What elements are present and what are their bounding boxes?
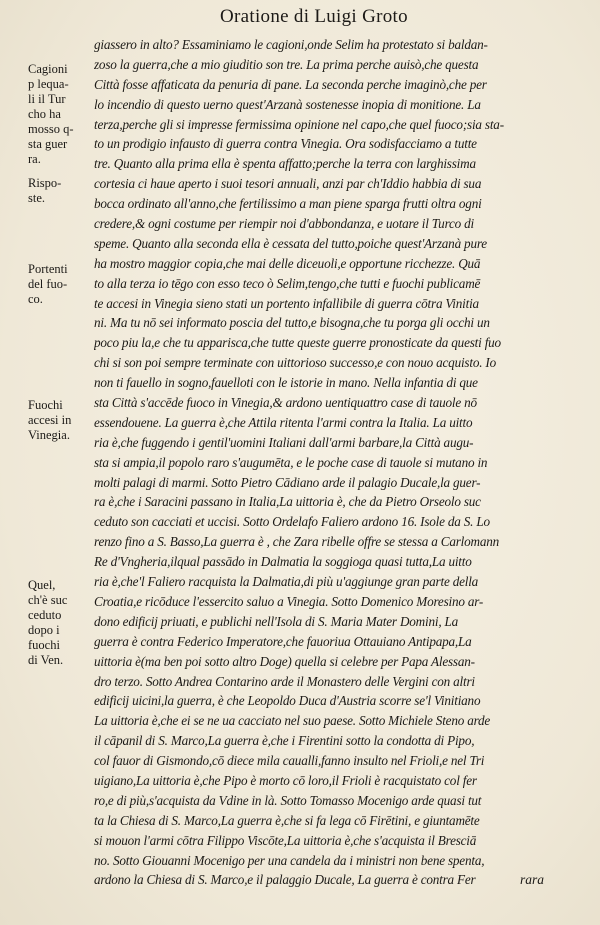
body-line: chi si son poi sempre terminate con uittorioso successo,e con nouo acquisto. Io (94, 355, 496, 371)
body-text (94, 35, 580, 890)
body-line: La uittoria è,che ei se ne ua cacciato nel suo paese. Sotto Michiele Steno arde (94, 713, 491, 729)
body-line: credere,& ogni costume per riempir noi d'abbondanza, e uotare il Turco di (94, 216, 475, 232)
margin-note-line: fuochi (28, 638, 60, 652)
margin-note-line: co. (28, 292, 43, 306)
body-line: poco piu la,e che tu apparisca,che tutte queste guerre pronosticate da questi fuo (94, 335, 501, 351)
body-line: ardono la Chiesa di S. Marco,e il palaggio Ducale, La guerra è contra Fer (94, 872, 476, 888)
catchword: rara (520, 872, 545, 887)
margin-note-line: ceduto (28, 608, 62, 622)
margin-note-replies (28, 176, 86, 206)
margin-note-line: Cagioni (28, 62, 68, 76)
body-line: Città fosse affaticata da penuria di pane. La seconda perche imaginò,che per (94, 76, 487, 92)
body-line: non ti fauello in sogno,fauelloti con le istorie in mano. Nella infantia di que (94, 375, 478, 391)
body-line: zoso la guerra,che a mio giuditio son tre. La prima perche auisò,che questa (94, 56, 479, 72)
running-head: Oratione di Luigi Groto (220, 6, 408, 27)
body-line: ni. Ma tu nō sei informato poscia del tutto,e bisogna,che tu porga gli occhi un (94, 315, 490, 331)
body-line: renzo fino a S. Basso,La guerra è , che Zara ribelle offre se stessa a Carlomann (94, 534, 500, 550)
body-line: tre. Quanto alla prima ella è spenta affatto;perche la terra con larghissima (94, 156, 476, 172)
body-line: guerra è contra Federico Imperatore,che fauoriua Ottauiano Antipapa,La (94, 633, 472, 649)
body-line: si mouon l'armi cōtra Filippo Viscōte,La uittoria è,che s'acquista il Bresciā (94, 832, 477, 848)
margin-note-line: del fuo- (28, 277, 68, 291)
margin-note-portents (28, 262, 86, 307)
margin-note-line: ste. (28, 191, 46, 205)
body-line: dro terzo. Sotto Andrea Contarino arde il Monastero delle Vergini con altri (94, 673, 475, 689)
body-line: to alla terza io tēgo con esso teco ò Selim,tengo,che tutti e fuochi publicamē (94, 275, 481, 291)
margin-notes (0, 0, 90, 925)
body-line: ra è,che i Saracini passano in Italia,La uittoria è, che da Pietro Orseolo suc (94, 494, 481, 510)
body-line: il cāpanil di S. Marco,La guerra è,che i Firentini sotto la condotta di Pipo, (94, 733, 475, 749)
body-line: ria è,che fuggendo i gentil'uomini Italiani dall'armi barbare,la Città augu- (94, 434, 474, 450)
body-line: Croatia,e ricōduce l'essercito saluo a Vinegia. Sotto Domenico Moresino ar- (94, 593, 484, 609)
body-line: no. Sotto Giouanni Mocenigo per una candela da i ministri non bene spenta, (94, 852, 485, 868)
margin-note-line: cho ha (28, 107, 61, 121)
body-line: essendouene. La guerra è,che Attila ritenta l'armi contra la Italia. La uitto (94, 414, 473, 430)
margin-note-line: accesi in (28, 413, 72, 427)
body-line: ha mostro maggior copia,che mai delle diceuoli,e opportune ricchezze. Quā (94, 255, 481, 271)
body-line: cortesia ci haue aperto i suoi tesori annuali, anzi par ch'Iddio habbia di sua (94, 176, 482, 192)
margin-note-fires (28, 398, 86, 443)
margin-note-line: Vinegia. (28, 428, 70, 442)
margin-note-line: Quel, (28, 578, 56, 592)
margin-note-line: li il Tur (28, 92, 66, 106)
body-line: speme. Quanto alla seconda ella è cessata del tutto,poiche quest'Arzanà pure (94, 235, 487, 251)
body-line: terza,perche gli si impresse fermissima opinione nel capo,che quel fuoco;sia sta- (94, 116, 504, 132)
body-line: uittoria è(ma ben poi sotto altro Doge) quella si celebre per Papa Alessan- (94, 653, 475, 669)
margin-note-line: Rispo- (28, 176, 62, 190)
margin-note-line: p lequa- (28, 77, 69, 91)
body-line: ceduto son cacciati et uccisi. Sotto Ordelafo Faliero ardono 16. Isole da S. Lo (94, 514, 490, 530)
body-line: dono edificij priuati, e publichi nell'Isola di S. Maria Mater Domini, La (94, 613, 459, 629)
body-line: giassero in alto? Essaminiamo le cagioni,onde Selim ha protestato si baldan- (94, 37, 488, 52)
margin-note-line: mosso q- (28, 122, 74, 136)
body-line: edificij uicini,la guerra, è che Leopoldo Duca d'Austria scorre se'l Vinitiano (94, 693, 481, 709)
body-line: lo incendio di questo uerno quest'Arzanà sostenesse inopia di monitione. La (94, 96, 481, 112)
body-line: bocca ordinato all'anno,che fertilissimo a man piene sparga frutti oltra ogni (94, 196, 482, 212)
body-line: ta la Chiesa di S. Marco,La guerra è,che si fa lega cō Firētini, e giuntamēte (94, 812, 480, 828)
body-line: sta Città s'accēde fuoco in Vinegia,& ardono uentiquattro case di tauole nō (94, 395, 477, 411)
body-line: te accesi in Vinegia sieno stati un portento infallibile di guerra cōtra Vinitia (94, 295, 479, 311)
margin-note-line: Fuochi (28, 398, 63, 412)
body-line: molti palagi di marmi. Sotto Pietro Cādiano arde il palagio Ducale,la guer- (94, 474, 481, 490)
margin-note-line: dopo i (28, 623, 60, 637)
body-line: ria è,che'l Faliero racquista la Dalmatia,di più u'aggiunge gran parte della (94, 574, 479, 590)
body-line: to un prodigio infausto di guerra contra Vinegia. Ora sodisfacciamo a tutte (94, 136, 477, 152)
margin-note-line: ra. (28, 152, 41, 166)
margin-note-line: di Ven. (28, 653, 64, 667)
margin-note-line: ch'è suc (28, 593, 68, 607)
body-line: uigiano,La uittoria è,che Pipo è morto cō loro,il Frioli è racquistato col fer (94, 772, 477, 788)
margin-note-line: Portenti (28, 262, 68, 276)
margin-note-causes (28, 62, 86, 167)
margin-note-aftermath (28, 578, 86, 668)
body-line: Re d'Vngheria,ilqual passādo in Dalmatia la soggioga quasi tutta,La uitto (94, 554, 472, 570)
body-line: ro,e di più,s'acquista da Vdine in là. Sotto Tomasso Mocenigo arde quasi tut (94, 792, 482, 808)
body-line: col fauor di Gismondo,cō diece mila caualli,fanno insulto nel Frioli,e nel Tri (94, 753, 485, 769)
margin-note-line: sta guer (28, 137, 68, 151)
body-line: sta si ampia,il popolo raro s'augumēta, e le poche case di tauole si mutano in (94, 454, 488, 470)
